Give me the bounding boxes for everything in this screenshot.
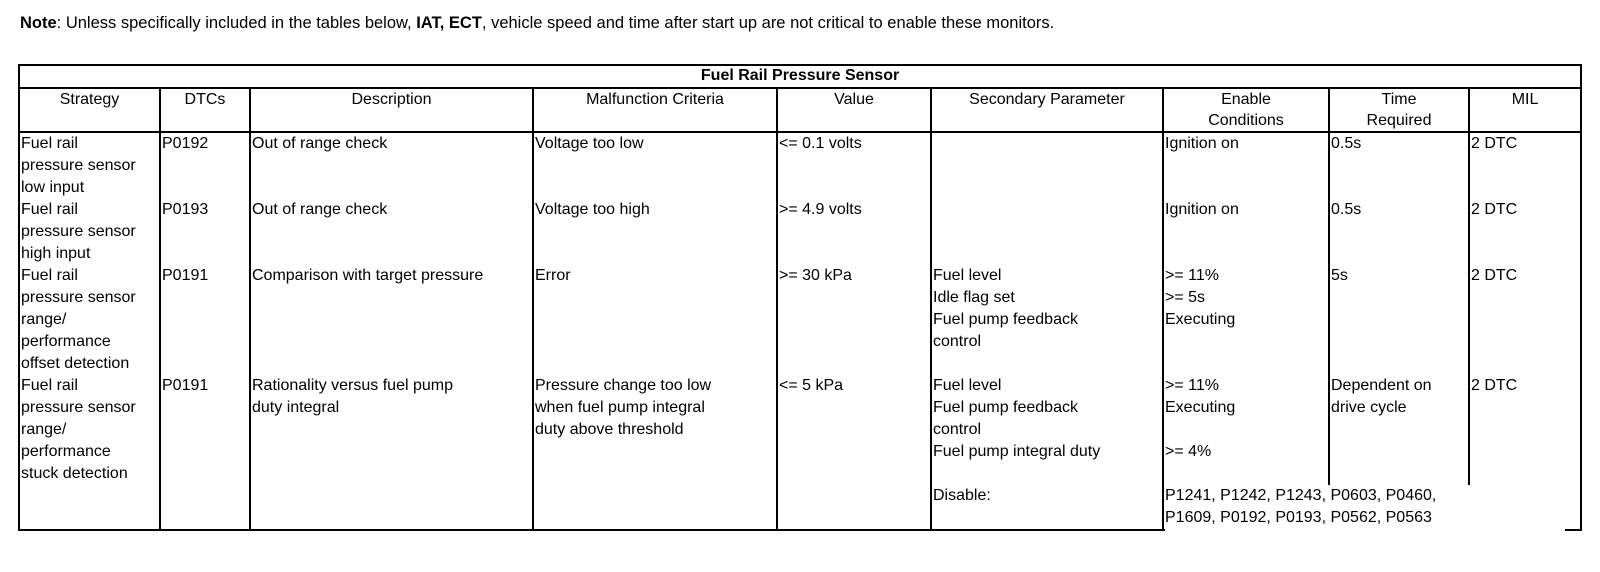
dtc-cell bbox=[160, 199, 250, 265]
value-cell bbox=[777, 199, 931, 265]
note-pre: : Unless specifically included in the tables below, bbox=[56, 14, 417, 32]
disable-codes bbox=[1165, 485, 1565, 533]
disable-codes-line: P1241, P1242, P1243, P0603, P0460, bbox=[1165, 487, 1437, 504]
value-cell bbox=[777, 375, 931, 530]
note-bold: IAT, ECT bbox=[416, 14, 482, 32]
enable-cell-line: >= 4% bbox=[1165, 443, 1212, 460]
malfunction-cell-line: Voltage too high bbox=[535, 201, 650, 218]
mil-cell-line: 2 DTC bbox=[1471, 377, 1518, 394]
enable-cell bbox=[1163, 132, 1329, 199]
dtc-cell-line: P0191 bbox=[162, 377, 209, 394]
table-title: Fuel Rail Pressure Sensor bbox=[19, 65, 1581, 88]
mil-cell bbox=[1469, 199, 1581, 265]
disable-codes-line: P1609, P0192, P0193, P0562, P0563 bbox=[1165, 509, 1432, 526]
enable-cell-line: >= 5s bbox=[1165, 289, 1206, 306]
strategy-cell bbox=[19, 265, 160, 375]
enable-cell-line: Executing bbox=[1165, 311, 1236, 328]
malfunction-cell bbox=[533, 132, 777, 199]
time-cell-line: Dependent on bbox=[1331, 377, 1432, 394]
secondary-cell bbox=[931, 375, 1163, 530]
table-row bbox=[19, 199, 1581, 265]
mil-cell bbox=[1469, 132, 1581, 199]
table-row bbox=[19, 375, 1581, 530]
note-text bbox=[20, 14, 1054, 33]
value-cell bbox=[777, 265, 931, 375]
value-cell bbox=[777, 132, 931, 199]
strategy-cell-line: low input bbox=[21, 179, 85, 196]
strategy-cell-line: Fuel rail bbox=[21, 135, 78, 152]
enable-cell bbox=[1163, 265, 1329, 375]
secondary-cell-line: Fuel pump feedback bbox=[933, 311, 1078, 328]
secondary-cell-line: control bbox=[933, 421, 982, 438]
description-cell-line: Out of range check bbox=[252, 135, 388, 152]
description-cell-line: Rationality versus fuel pump bbox=[252, 377, 453, 394]
header-strategy: Strategy bbox=[19, 88, 160, 132]
time-cell-line: 0.5s bbox=[1331, 135, 1362, 152]
secondary-cell bbox=[931, 132, 1163, 199]
enable-cell-line bbox=[1165, 419, 1327, 441]
secondary-cell-line: Idle flag set bbox=[933, 289, 1015, 306]
enable-cell-line: >= 11% bbox=[1165, 267, 1219, 284]
header-description: Description bbox=[250, 88, 533, 132]
description-cell-line: duty integral bbox=[252, 399, 340, 416]
malfunction-cell-line: Voltage too low bbox=[535, 135, 644, 152]
header-time-required: Time Required bbox=[1329, 88, 1469, 132]
dtc-cell-line: P0191 bbox=[162, 267, 209, 284]
description-cell bbox=[250, 375, 533, 530]
secondary-cell-line: control bbox=[933, 333, 982, 350]
secondary-cell-line: Fuel level bbox=[933, 377, 1002, 394]
time-cell bbox=[1329, 199, 1469, 265]
malfunction-cell-line: duty above threshold bbox=[535, 421, 684, 438]
header-value: Value bbox=[777, 88, 931, 132]
secondary-cell bbox=[931, 265, 1163, 375]
note-label: Note bbox=[20, 14, 57, 32]
secondary-cell bbox=[931, 199, 1163, 265]
table-row bbox=[19, 132, 1581, 199]
strategy-cell-line: pressure sensor bbox=[21, 157, 136, 174]
strategy-cell-line: offset detection bbox=[21, 355, 130, 372]
enable-cell-line: >= 11% bbox=[1165, 377, 1219, 394]
malfunction-cell-line: when fuel pump integral bbox=[535, 399, 705, 416]
time-cell bbox=[1329, 265, 1469, 375]
header-secondary-parameter: Secondary Parameter bbox=[931, 88, 1163, 132]
value-cell-line: >= 4.9 volts bbox=[779, 201, 862, 218]
strategy-cell-line: Fuel rail bbox=[21, 267, 78, 284]
strategy-cell bbox=[19, 375, 160, 530]
mil-cell-line: 2 DTC bbox=[1471, 135, 1518, 152]
value-cell-line: <= 5 kPa bbox=[779, 377, 844, 394]
header-enable-conditions: Enable Conditions bbox=[1163, 88, 1329, 132]
time-cell-line: 5s bbox=[1331, 267, 1348, 284]
secondary-cell-line: Fuel pump feedback bbox=[933, 399, 1078, 416]
strategy-cell-line: performance bbox=[21, 443, 111, 460]
time-cell-line: 0.5s bbox=[1331, 201, 1362, 218]
malfunction-cell-line: Error bbox=[535, 267, 571, 284]
header-malfunction-criteria: Malfunction Criteria bbox=[533, 88, 777, 132]
header-mil: MIL bbox=[1469, 88, 1581, 132]
time-cell bbox=[1329, 132, 1469, 199]
mil-cell-line: 2 DTC bbox=[1471, 267, 1518, 284]
description-cell bbox=[250, 132, 533, 199]
malfunction-cell bbox=[533, 199, 777, 265]
strategy-cell-line: pressure sensor bbox=[21, 289, 136, 306]
time-cell-line: drive cycle bbox=[1331, 399, 1407, 416]
description-cell bbox=[250, 199, 533, 265]
strategy-cell-line: range/ bbox=[21, 421, 67, 438]
malfunction-cell bbox=[533, 265, 777, 375]
dtc-cell bbox=[160, 132, 250, 199]
description-cell bbox=[250, 265, 533, 375]
secondary-cell-line: Fuel pump integral duty bbox=[933, 443, 1101, 460]
enable-cell-line: Executing bbox=[1165, 399, 1236, 416]
strategy-cell-line: Fuel rail bbox=[21, 201, 78, 218]
dtc-cell-line: P0193 bbox=[162, 201, 209, 218]
description-cell-line: Comparison with target pressure bbox=[252, 267, 484, 284]
strategy-cell-line: pressure sensor bbox=[21, 223, 136, 240]
strategy-cell-line: high input bbox=[21, 245, 91, 262]
value-cell-line: <= 0.1 volts bbox=[779, 135, 862, 152]
header-dtcs: DTCs bbox=[160, 88, 250, 132]
strategy-cell-line: Fuel rail bbox=[21, 377, 78, 394]
dtc-cell bbox=[160, 265, 250, 375]
mil-cell-line: 2 DTC bbox=[1471, 201, 1518, 218]
description-cell-line: Out of range check bbox=[252, 201, 388, 218]
value-cell-line: >= 30 kPa bbox=[779, 267, 852, 284]
strategy-cell bbox=[19, 199, 160, 265]
note-post: , vehicle speed and time after start up are not critical to enable these monitors. bbox=[481, 14, 1055, 32]
strategy-cell-line: stuck detection bbox=[21, 465, 128, 482]
dtc-cell bbox=[160, 375, 250, 530]
mil-cell bbox=[1469, 265, 1581, 375]
dtc-cell-line: P0192 bbox=[162, 135, 209, 152]
strategy-cell bbox=[19, 132, 160, 199]
enable-cell-line: Ignition on bbox=[1165, 135, 1239, 152]
enable-cell bbox=[1163, 199, 1329, 265]
fuel-rail-pressure-sensor-table bbox=[18, 64, 1582, 531]
strategy-cell-line: pressure sensor bbox=[21, 399, 136, 416]
strategy-cell-line: performance bbox=[21, 333, 111, 350]
table-row bbox=[19, 265, 1581, 375]
secondary-cell-line: Fuel level bbox=[933, 267, 1002, 284]
malfunction-cell bbox=[533, 375, 777, 530]
disable-label: Disable: bbox=[933, 487, 991, 504]
malfunction-cell-line: Pressure change too low bbox=[535, 377, 712, 394]
enable-cell-line: Ignition on bbox=[1165, 201, 1239, 218]
strategy-cell-line: range/ bbox=[21, 311, 67, 328]
